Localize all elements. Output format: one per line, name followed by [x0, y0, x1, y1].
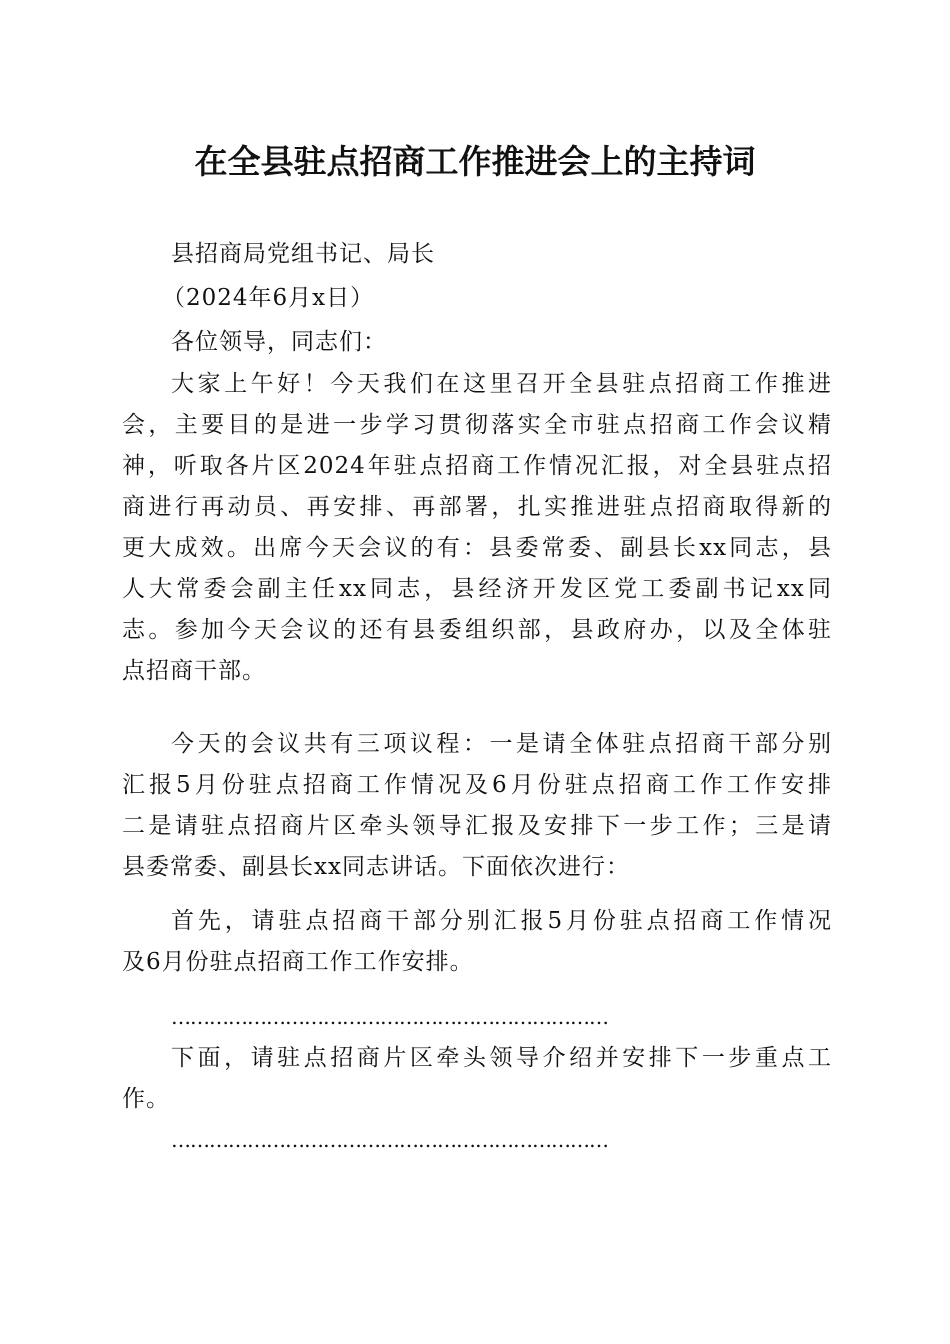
paragraph-agenda	[122, 724, 832, 888]
text-line: 县委常委、副县长xx同志讲话。下面依次进行：	[122, 854, 630, 880]
text-line: 今天的会议共有三项议程：一是请全体驻点招商干部分别	[171, 731, 832, 757]
text-line: 下面，请驻点招商片区牵头领导介绍并安排下一步重点工	[171, 1045, 832, 1071]
date-line: （2024年6月x日）	[162, 285, 375, 311]
text-line: 更大成效。出席今天会议的有：县委常委、副县长xx同志，县	[122, 535, 832, 561]
text-line: 神，听取各片区2024年驻点招商工作情况汇报，对全县驻点招	[122, 453, 832, 479]
ellipsis-separator: ……………………………………………………………	[171, 1005, 608, 1029]
text-line: 汇报5月份驻点招商工作情况及6月份驻点招商工作工作安排	[122, 772, 832, 798]
text-line: 二是请驻点招商片区牵头领导汇报及安排下一步工作；三是请	[122, 813, 832, 839]
text-line: 大家上午好！今天我们在这里召开全县驻点招商工作推进	[171, 371, 832, 397]
text-line: 人大常委会副主任xx同志，县经济开发区党工委副书记xx同	[122, 576, 832, 602]
document-title: 在全县驻点招商工作推进会上的主持词	[194, 142, 756, 181]
text-line: 首先，请驻点招商干部分别汇报5月份驻点招商工作情况	[171, 908, 832, 934]
text-line: 商进行再动员、再安排、再部署，扎实推进驻点招商取得新的	[122, 494, 832, 520]
text-line: 会，主要目的是进一步学习贯彻落实全市驻点招商工作会议精	[122, 412, 832, 438]
text-line: 志。参加今天会议的还有县委组织部，县政府办，以及全体驻	[122, 617, 832, 643]
paragraph-second-item	[122, 1038, 832, 1120]
paragraph-opening	[122, 364, 832, 692]
salutation: 各位领导，同志们：	[171, 329, 387, 355]
paragraph-first-item	[122, 901, 832, 983]
document-body	[122, 232, 832, 1161]
author-line: 县招商局党组书记、局长	[171, 241, 435, 267]
text-line: 及6月份驻点招商工作工作安排。	[122, 949, 474, 975]
text-line: 点招商干部。	[122, 658, 266, 684]
text-line: 作。	[122, 1086, 170, 1112]
ellipsis-separator: ……………………………………………………………	[171, 1128, 608, 1152]
